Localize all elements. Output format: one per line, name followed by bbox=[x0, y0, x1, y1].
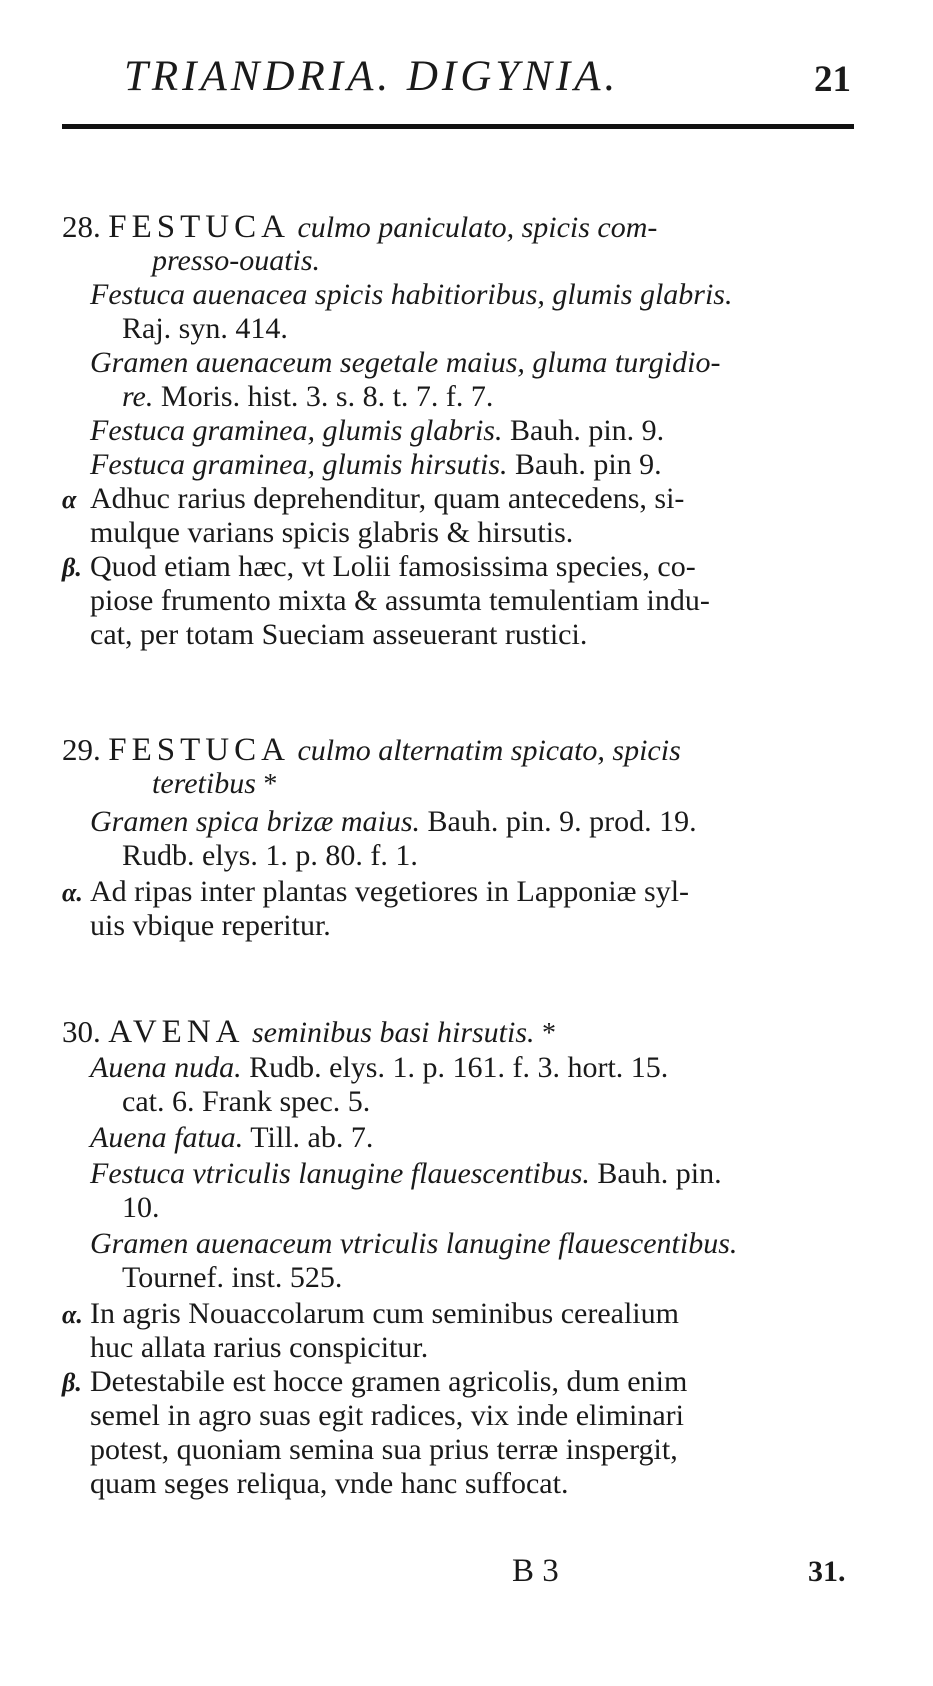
note-line: α Adhuc rarius deprehenditur, quam antecedens, si- bbox=[62, 482, 685, 515]
asterisk: * bbox=[263, 769, 278, 800]
running-header bbox=[0, 52, 933, 112]
entry-number: 28. bbox=[62, 209, 101, 244]
page-number: 21 bbox=[814, 59, 851, 100]
note-marker: α bbox=[62, 485, 77, 514]
diagnosis-continued: teretibus * bbox=[152, 767, 278, 800]
synonym-line: Gramen auenaceum vtriculis lanugine flauescentibus. bbox=[90, 1227, 738, 1260]
note-line: piose frumento mixta & assumta temulentiam indu- bbox=[90, 584, 710, 617]
synonym-line: Gramen auenaceum segetale maius, gluma turgidio- bbox=[90, 346, 721, 379]
note-line: cat, per totam Sueciam asseuerant rustici. bbox=[90, 618, 588, 651]
genus-name: FESTUCA bbox=[108, 209, 290, 245]
synonym-line: Festuca graminea, glumis glabris. Bauh. pin. 9. bbox=[90, 414, 665, 447]
note-line: quam seges reliqua, vnde hanc suffocat. bbox=[90, 1467, 569, 1500]
entry-heading bbox=[62, 733, 681, 768]
page-footer bbox=[0, 1553, 933, 1593]
note-line: α. Ad ripas inter plantas vegetiores in Lapponiæ syl- bbox=[62, 875, 690, 908]
note-line: β. Detestabile est hocce gramen agricolis, dum enim bbox=[62, 1365, 688, 1398]
note-line: α. In agris Nouaccolarum cum seminibus cerealium bbox=[62, 1297, 679, 1330]
synonym-line: Raj. syn. 414. bbox=[122, 312, 288, 345]
genus-name: FESTUCA bbox=[108, 732, 290, 768]
synonym-line: Festuca graminea, glumis hirsutis. Bauh. pin 9. bbox=[90, 448, 662, 481]
genus-name: AVENA bbox=[108, 1014, 245, 1050]
note-marker: α. bbox=[62, 878, 83, 907]
note-line: potest, quoniam semina sua prius terræ inspergit, bbox=[90, 1433, 678, 1466]
note-line: semel in agro suas egit radices, vix inde eliminari bbox=[90, 1399, 684, 1432]
diagnosis: seminibus basi hirsutis. bbox=[251, 1016, 535, 1049]
note-marker: β. bbox=[62, 553, 82, 582]
entry-number: 29. bbox=[62, 732, 101, 767]
note-marker: α. bbox=[62, 1300, 83, 1329]
synonym-line: re. Moris. hist. 3. s. 8. t. 7. f. 7. bbox=[122, 380, 494, 413]
synonym-line: Tournef. inst. 525. bbox=[122, 1261, 343, 1294]
header-title: TRIANDRIA. DIGYNIA. bbox=[124, 53, 620, 100]
synonym-line: Auena nuda. Rudb. elys. 1. p. 161. f. 3. hort. 15. bbox=[90, 1051, 669, 1084]
note-line: β. Quod etiam hæc, vt Lolii famosissima species, co- bbox=[62, 550, 696, 583]
note-marker: β. bbox=[62, 1368, 82, 1397]
synonym-line: 10. bbox=[122, 1191, 160, 1224]
asterisk: * bbox=[542, 1018, 557, 1049]
note-line: uis vbique reperitur. bbox=[90, 909, 331, 942]
synonym-line: Auena fatua. Till. ab. 7. bbox=[90, 1121, 374, 1154]
synonym-line: cat. 6. Frank spec. 5. bbox=[122, 1085, 371, 1118]
entry-heading bbox=[62, 1015, 556, 1051]
note-line: mulque varians spicis glabris & hirsutis. bbox=[90, 516, 574, 549]
header-rule bbox=[62, 124, 854, 129]
note-line: huc allata rarius conspicitur. bbox=[90, 1331, 429, 1364]
diagnosis: culmo paniculato, spicis com- bbox=[297, 211, 658, 244]
catchword: 31. bbox=[808, 1555, 846, 1588]
synonym-line: Rudb. elys. 1. p. 80. f. 1. bbox=[122, 839, 418, 872]
synonym-line: Festuca auenacea spicis habitioribus, glumis glabris. bbox=[90, 278, 733, 311]
synonym-line: Festuca vtriculis lanugine flauescentibus. Bauh. pin. bbox=[90, 1157, 722, 1190]
synonym-line: Gramen spica brizæ maius. Bauh. pin. 9. prod. 19. bbox=[90, 805, 697, 838]
entry-heading bbox=[62, 210, 657, 245]
entry-number: 30. bbox=[62, 1014, 101, 1049]
signature-mark: B 3 bbox=[512, 1553, 559, 1589]
diagnosis-continued: presso-ouatis. bbox=[152, 244, 321, 277]
diagnosis: culmo alternatim spicato, spicis bbox=[297, 734, 681, 767]
